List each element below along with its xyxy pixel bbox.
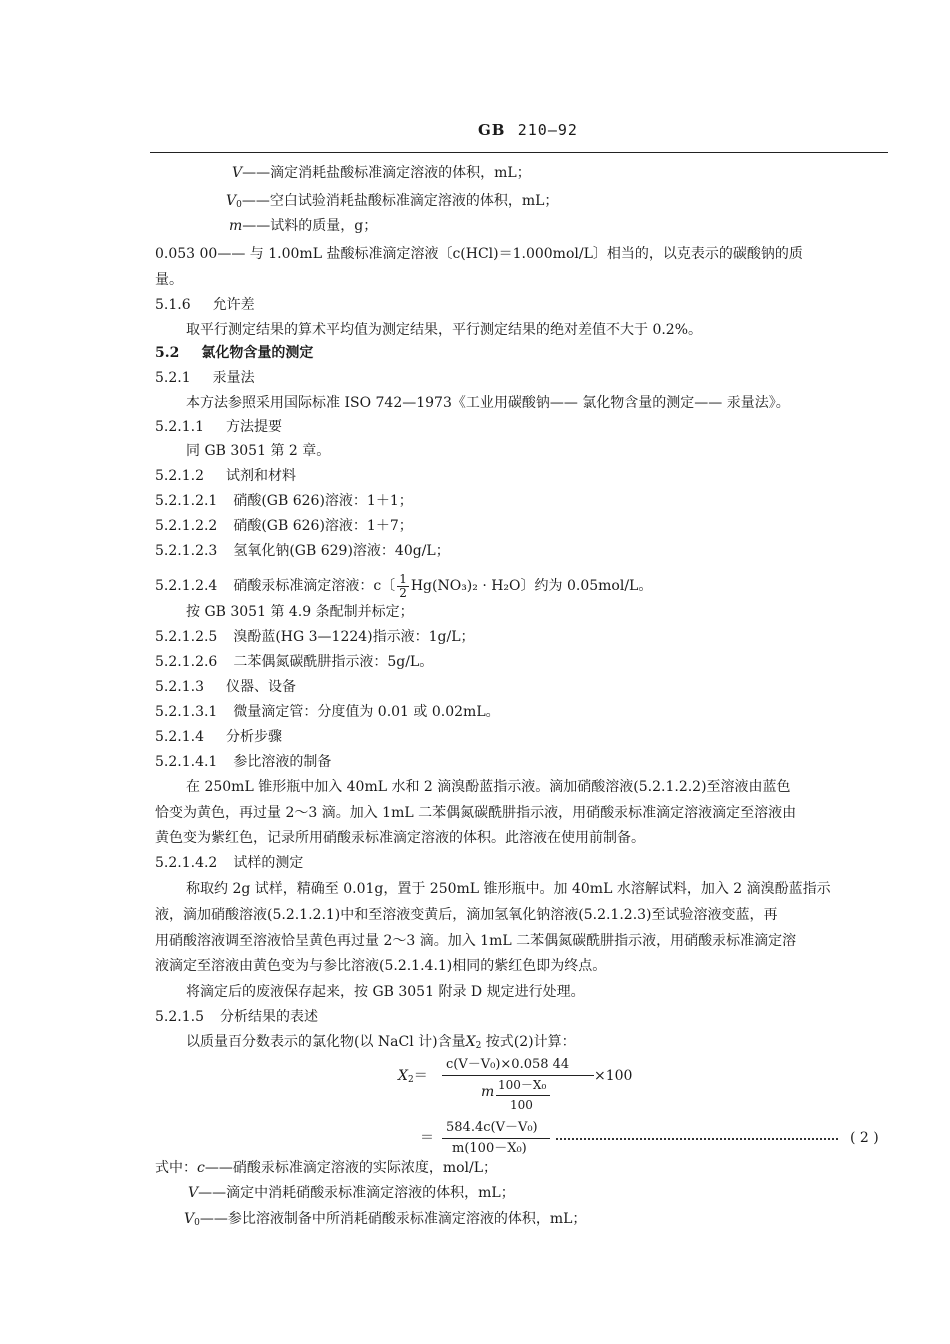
section-5-2-1-4-1-heading: 5.2.1.4.1 参比溶液的制备 xyxy=(155,754,332,770)
reagent-note: 按 GB 3051 第 4.9 条配制并标定； xyxy=(186,604,414,620)
equation-number: ( 2 ) xyxy=(850,1130,879,1146)
formula-denominator-mass: m xyxy=(481,1084,495,1100)
var-definition: $V_0——$参比溶液制备中所消耗硝酸汞标准滴定溶液的体积，mL； xyxy=(184,1211,587,1228)
fraction-bar-2 xyxy=(442,1138,550,1139)
paragraph-line: 液，滴加硝酸溶液(5.2.1.2.1)中和至溶液变黄后，滴加氢氧化钠溶液(5.2.1.2.3)至试验溶液变蓝，再 xyxy=(155,907,778,923)
formula-times-100: ×100 xyxy=(594,1068,633,1084)
inner-fraction-bar xyxy=(496,1095,550,1096)
paragraph-note: 将滴定后的废液保存起来，按 GB 3051 附录 D 规定进行处理。 xyxy=(186,984,585,1000)
section-5-1-6-heading: 5.1.6 允许差 xyxy=(155,297,255,313)
paragraph-line: 在 250mL 锥形瓶中加入 40mL 水和 2 滴溴酚蓝指示液。滴加硝酸溶液(5.2.1.2.2)至溶液由蓝色 xyxy=(186,779,791,795)
formula-numerator-2: 584.4c(V－V₀) xyxy=(446,1120,538,1135)
paragraph-line: 恰变为黄色，再过量 2～3 滴。加入 1mL 二苯偶氮碳酰肼指示液，用硝酸汞标准滴定溶液滴定至溶液由 xyxy=(155,805,797,821)
reagent-item: 5.2.1.2.3 氢氧化钠(GB 629)溶液：40g/L； xyxy=(155,543,450,559)
constant-definition: 0.053 00—— 与 1.00mL 盐酸标准滴定溶液〔c(HCl)＝1.000mol/L〕相当的，以克表示的碳酸钠的质 xyxy=(155,246,803,262)
section-5-2-1-1-heading: 5.2.1.1 方法提要 xyxy=(155,419,282,435)
paragraph-line: 黄色变为紫红色，记录所用硝酸汞标准滴定溶液的体积。此溶液在使用前制备。 xyxy=(155,830,645,846)
var-definition: V——滴定中消耗硝酸汞标准滴定溶液的体积，mL； xyxy=(188,1185,515,1201)
section-5-2-1-3-heading: 5.2.1.3 仪器、设备 xyxy=(155,679,296,695)
formula-numerator: c(V－V₀)×0.058 44 xyxy=(446,1057,570,1072)
fraction: $\frac{1}{2}$ xyxy=(399,572,407,600)
paragraph-line: 称取约 2g 试样，精确至 0.01g，置于 250mL 锥形瓶中。加 40mL 水溶解试料，加入 2 滴溴酚蓝指示 xyxy=(186,881,831,897)
reagent-item: 5.2.1.2.4 硝酸汞标准滴定溶液：c〔 $\frac{1}{2}$ Hg(NO₃)₂ · H₂O〕约为 0.05mol/L。 xyxy=(155,572,653,600)
section-5-2-1-4-heading: 5.2.1.4 分析步骤 xyxy=(155,729,282,745)
constant-definition-cont: 量。 xyxy=(155,272,183,288)
formula-lhs: $X_2=$ xyxy=(398,1068,428,1085)
paragraph-line: 液滴定至溶液由黄色变为与参比溶液(5.2.1.4.1)相同的紫红色即为终点。 xyxy=(155,958,607,974)
header-rule xyxy=(150,152,888,153)
var-definition: V——滴定消耗盐酸标准滴定溶液的体积，mL； xyxy=(232,165,531,181)
page-header xyxy=(478,121,578,139)
section-5-2-1-text: 本方法参照采用国际标准 ISO 742—1973《工业用碳酸钠—— 氯化物含量的测定—— 汞量法》。 xyxy=(186,395,790,411)
formula-denominator-2: m(100－X₀) xyxy=(452,1141,527,1156)
var-definition: $V_0——$空白试验消耗盐酸标准滴定溶液的体积，mL； xyxy=(226,193,559,210)
formula-intro: 以质量百分数表示的氯化物(以 NaCl 计)含量$X_2$ 按式(2)计算： xyxy=(186,1034,576,1051)
formula-equals: ＝ xyxy=(420,1130,434,1146)
section-5-2-1-2-heading: 5.2.1.2 试剂和材料 xyxy=(155,468,296,484)
formula-inner-numerator: 100－X₀ xyxy=(498,1078,547,1092)
reagent-item: 5.2.1.2.2 硝酸(GB 626)溶液：1＋7； xyxy=(155,518,413,534)
equipment-item: 5.2.1.3.1 微量滴定管：分度值为 0.01 或 0.02mL。 xyxy=(155,704,500,720)
formula-inner-denominator: 100 xyxy=(510,1098,533,1112)
reagent-item: 5.2.1.2.1 硝酸(GB 626)溶液：1＋1； xyxy=(155,493,413,509)
section-5-2-1-4-2-heading: 5.2.1.4.2 试样的测定 xyxy=(155,855,304,871)
paragraph-line: 用硝酸溶液调至溶液恰呈黄色再过量 2～3 滴。加入 1mL 二苯偶氮碳酰肼指示液，用硝酸汞标准滴定溶 xyxy=(155,933,797,949)
section-5-2-1-heading: 5.2.1 汞量法 xyxy=(155,370,255,386)
fraction-bar xyxy=(442,1075,594,1076)
section-5-2-1-5-heading: 5.2.1.5 分析结果的表述 xyxy=(155,1009,318,1025)
var-definition: m——试料的质量，g； xyxy=(229,218,378,234)
standard-prefix: GB xyxy=(478,121,506,139)
reagent-item: 5.2.1.2.6 二苯偶氮碳酰肼指示液：5g/L。 xyxy=(155,654,434,670)
section-5-2-1-1-text: 同 GB 3051 第 2 章。 xyxy=(186,443,331,459)
leader-dots xyxy=(556,1138,838,1140)
var-definition: 式中：c——硝酸汞标准滴定溶液的实际浓度，mol/L； xyxy=(155,1160,498,1176)
standard-number: 210—92 xyxy=(517,121,578,139)
reagent-item: 5.2.1.2.5 溴酚蓝(HG 3—1224)指示液：1g/L； xyxy=(155,629,475,645)
section-5-1-6-text: 取平行测定结果的算术平均值为测定结果，平行测定结果的绝对差值不大于 0.2%。 xyxy=(186,322,703,338)
section-5-2-heading: 5.2 氯化物含量的测定 xyxy=(155,345,314,361)
